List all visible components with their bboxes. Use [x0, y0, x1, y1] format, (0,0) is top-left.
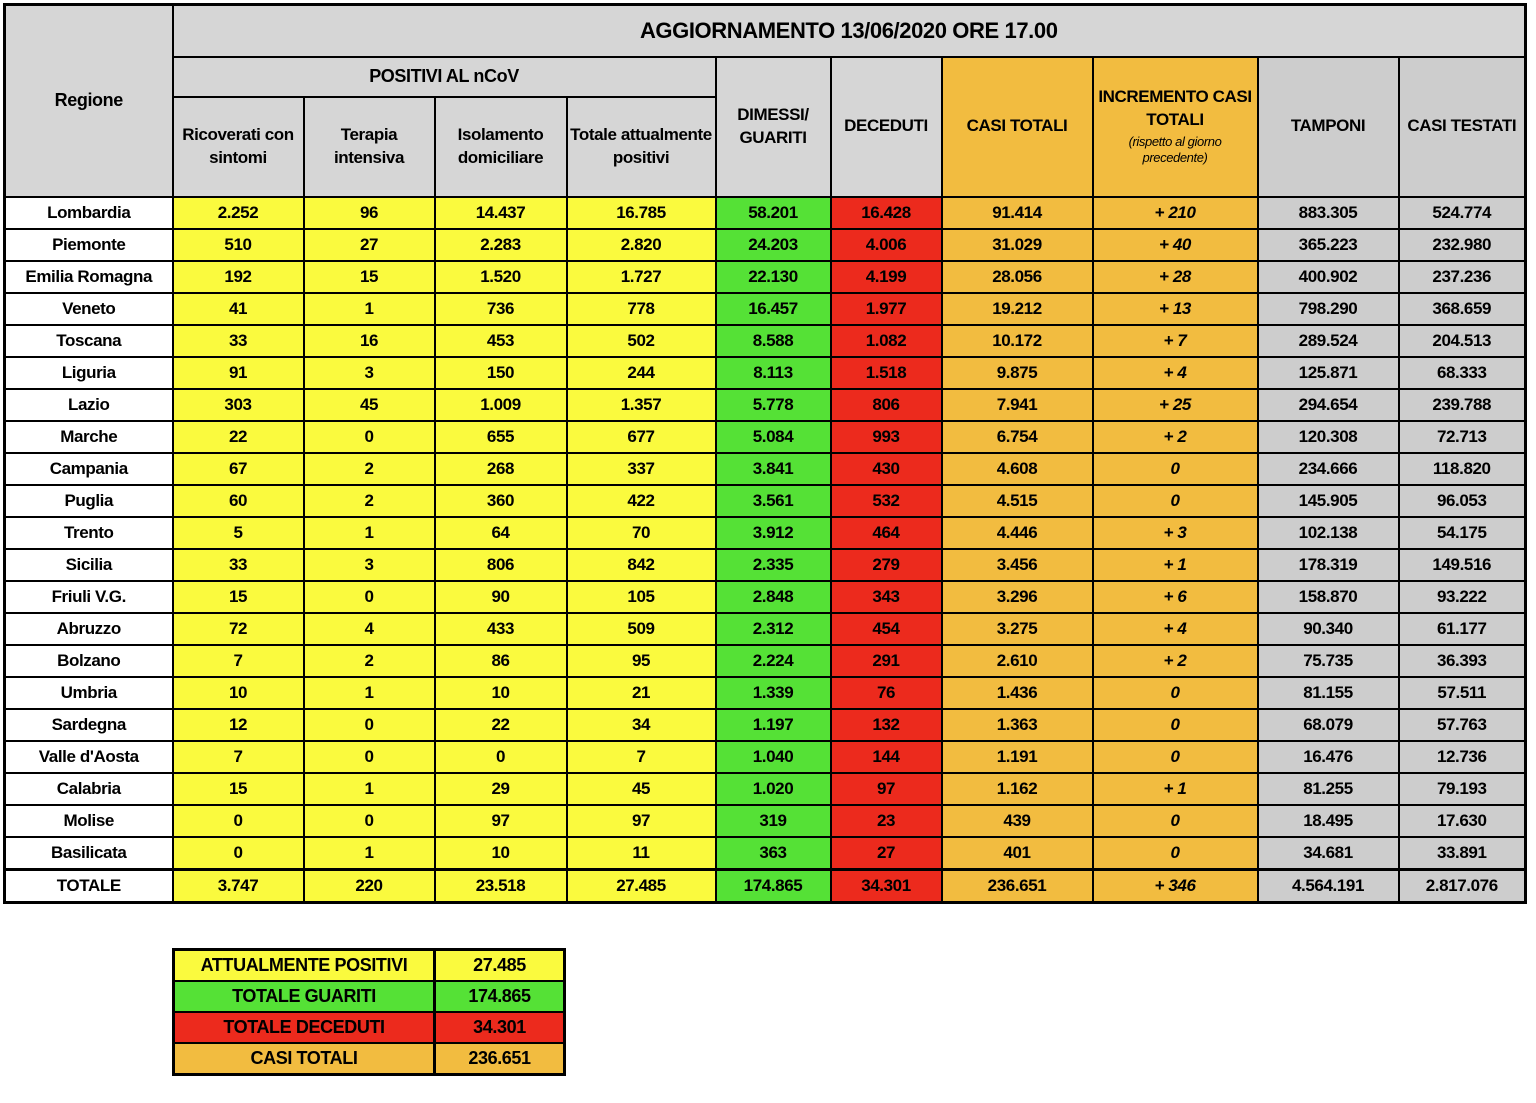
region-row	[5, 421, 1526, 453]
region-name-cell: Sicilia	[5, 549, 173, 581]
isolamento-cell: 433	[435, 613, 567, 645]
casi-testati-cell: 204.513	[1399, 325, 1526, 357]
tamponi-cell: 81.155	[1258, 677, 1399, 709]
casi-testati-cell: 72.713	[1399, 421, 1526, 453]
tamponi-cell: 90.340	[1258, 613, 1399, 645]
casi-totali-cell: 401	[942, 837, 1093, 870]
totale-positivi-cell: 337	[567, 453, 716, 485]
tamponi-cell: 234.666	[1258, 453, 1399, 485]
terapia-header: Terapia intensiva	[304, 97, 435, 197]
terapia-cell: 0	[304, 421, 435, 453]
region-row	[5, 325, 1526, 357]
deceduti-cell: 16.428	[831, 197, 942, 229]
deceduti-cell: 464	[831, 517, 942, 549]
region-name-cell: Umbria	[5, 677, 173, 709]
incremento-cell: 0	[1093, 741, 1258, 773]
totale-positivi-cell: 34	[567, 709, 716, 741]
deceduti-cell: 454	[831, 613, 942, 645]
deceduti-cell: 132	[831, 709, 942, 741]
region-name-cell: Sardegna	[5, 709, 173, 741]
summary-label: TOTALE GUARITI	[174, 981, 435, 1012]
tamponi-cell: 81.255	[1258, 773, 1399, 805]
terapia-cell: 1	[304, 293, 435, 325]
region-name-cell: Calabria	[5, 773, 173, 805]
totale-positivi-cell: 45	[567, 773, 716, 805]
incremento-cell: + 28	[1093, 261, 1258, 293]
guariti-cell: 2.848	[716, 581, 831, 613]
totale-positivi-cell: 97	[567, 805, 716, 837]
terapia-cell: 2	[304, 453, 435, 485]
guariti-cell: 8.113	[716, 357, 831, 389]
ricoverati-cell: 7	[173, 645, 304, 677]
ricoverati-cell: 510	[173, 229, 304, 261]
deceduti-cell: 4.199	[831, 261, 942, 293]
casi-testati-cell: 36.393	[1399, 645, 1526, 677]
tamponi-cell: 34.681	[1258, 837, 1399, 870]
regions-table	[3, 3, 1527, 904]
terapia-cell: 2	[304, 485, 435, 517]
guariti-cell: 2.224	[716, 645, 831, 677]
incremento-cell: + 2	[1093, 645, 1258, 677]
casi-testati-cell: 118.820	[1399, 453, 1526, 485]
region-row	[5, 229, 1526, 261]
tamponi-cell: 120.308	[1258, 421, 1399, 453]
isolamento-cell: 86	[435, 645, 567, 677]
deceduti-header: DECEDUTI	[831, 57, 942, 197]
ricoverati-cell: 0	[173, 837, 304, 870]
terapia-cell: 0	[304, 741, 435, 773]
region-row	[5, 773, 1526, 805]
guariti-cell: 3.561	[716, 485, 831, 517]
casi-testati-cell: 12.736	[1399, 741, 1526, 773]
deceduti-cell: 291	[831, 645, 942, 677]
region-row	[5, 293, 1526, 325]
totale-positivi-cell: 16.785	[567, 197, 716, 229]
region-name-cell: Friuli V.G.	[5, 581, 173, 613]
casi-testati-cell: 57.511	[1399, 677, 1526, 709]
regions-tbody	[5, 197, 1526, 903]
guariti-cell: 1.020	[716, 773, 831, 805]
casi-totali-cell: 4.608	[942, 453, 1093, 485]
casi-totali-cell: 31.029	[942, 229, 1093, 261]
incremento-cell: + 1	[1093, 549, 1258, 581]
positivi-group-header: POSITIVI AL nCoV	[173, 57, 716, 97]
tamponi-cell: 145.905	[1258, 485, 1399, 517]
ricoverati-header: Ricoverati con sintomi	[173, 97, 304, 197]
totale-positivi-cell: 677	[567, 421, 716, 453]
deceduti-cell: 1.082	[831, 325, 942, 357]
incremento-cell: 0	[1093, 805, 1258, 837]
isolamento-cell: 2.283	[435, 229, 567, 261]
incremento-header	[1093, 57, 1258, 197]
ricoverati-cell: 192	[173, 261, 304, 293]
ricoverati-cell: 303	[173, 389, 304, 421]
region-name-cell: Bolzano	[5, 645, 173, 677]
casi-totali-cell: 3.275	[942, 613, 1093, 645]
ricoverati-cell: 3.747	[173, 869, 304, 902]
casi-totali-cell: 1.162	[942, 773, 1093, 805]
region-row	[5, 453, 1526, 485]
incremento-cell: + 25	[1093, 389, 1258, 421]
casi-totali-cell: 3.296	[942, 581, 1093, 613]
casi-totali-cell: 4.446	[942, 517, 1093, 549]
isolamento-cell: 360	[435, 485, 567, 517]
region-name-cell: Veneto	[5, 293, 173, 325]
totale-positivi-cell: 7	[567, 741, 716, 773]
terapia-cell: 3	[304, 549, 435, 581]
casi-totali-cell: 2.610	[942, 645, 1093, 677]
totale-positivi-cell: 105	[567, 581, 716, 613]
deceduti-cell: 343	[831, 581, 942, 613]
casi-testati-cell: 96.053	[1399, 485, 1526, 517]
incremento-cell: + 13	[1093, 293, 1258, 325]
totale-positivi-cell: 11	[567, 837, 716, 870]
region-name-cell: Lombardia	[5, 197, 173, 229]
casi-testati-cell: 524.774	[1399, 197, 1526, 229]
guariti-cell: 1.040	[716, 741, 831, 773]
incremento-cell: + 40	[1093, 229, 1258, 261]
incremento-cell: 0	[1093, 677, 1258, 709]
terapia-cell: 4	[304, 613, 435, 645]
casi-testati-cell: 68.333	[1399, 357, 1526, 389]
ricoverati-cell: 22	[173, 421, 304, 453]
ricoverati-cell: 41	[173, 293, 304, 325]
ricoverati-cell: 60	[173, 485, 304, 517]
ricoverati-cell: 33	[173, 549, 304, 581]
incremento-cell: + 4	[1093, 357, 1258, 389]
tamponi-cell: 125.871	[1258, 357, 1399, 389]
totale-positivi-cell: 842	[567, 549, 716, 581]
incremento-cell: + 210	[1093, 197, 1258, 229]
isolamento-cell: 22	[435, 709, 567, 741]
total-row	[5, 869, 1526, 902]
totale-positivi-cell: 1.357	[567, 389, 716, 421]
region-row	[5, 197, 1526, 229]
incremento-cell: 0	[1093, 837, 1258, 870]
totale-positivi-header: Totale attualmente positivi	[567, 97, 716, 197]
casi-testati-cell: 17.630	[1399, 805, 1526, 837]
region-name-cell: Molise	[5, 805, 173, 837]
region-name-cell: Emilia Romagna	[5, 261, 173, 293]
region-row	[5, 741, 1526, 773]
deceduti-cell: 806	[831, 389, 942, 421]
region-name-cell: Trento	[5, 517, 173, 549]
region-name-cell: TOTALE	[5, 869, 173, 902]
region-name-cell: Campania	[5, 453, 173, 485]
region-row	[5, 485, 1526, 517]
ricoverati-cell: 91	[173, 357, 304, 389]
isolamento-cell: 1.009	[435, 389, 567, 421]
casi-totali-cell: 1.363	[942, 709, 1093, 741]
incremento-cell: + 1	[1093, 773, 1258, 805]
deceduti-cell: 76	[831, 677, 942, 709]
summary-value: 174.865	[435, 981, 565, 1012]
casi-totali-cell: 7.941	[942, 389, 1093, 421]
terapia-cell: 2	[304, 645, 435, 677]
region-name-cell: Liguria	[5, 357, 173, 389]
region-row	[5, 581, 1526, 613]
deceduti-cell: 532	[831, 485, 942, 517]
casi-testati-header: CASI TESTATI	[1399, 57, 1526, 197]
region-name-cell: Puglia	[5, 485, 173, 517]
deceduti-cell: 144	[831, 741, 942, 773]
isolamento-cell: 453	[435, 325, 567, 357]
guariti-cell: 16.457	[716, 293, 831, 325]
tamponi-cell: 4.564.191	[1258, 869, 1399, 902]
casi-testati-cell: 149.516	[1399, 549, 1526, 581]
totale-positivi-cell: 1.727	[567, 261, 716, 293]
totale-positivi-cell: 244	[567, 357, 716, 389]
summary-value: 236.651	[435, 1043, 565, 1075]
region-row	[5, 805, 1526, 837]
casi-totali-cell: 91.414	[942, 197, 1093, 229]
casi-totali-cell: 1.191	[942, 741, 1093, 773]
isolamento-cell: 736	[435, 293, 567, 325]
deceduti-cell: 1.518	[831, 357, 942, 389]
deceduti-cell: 23	[831, 805, 942, 837]
summary-label: CASI TOTALI	[174, 1043, 435, 1075]
guariti-cell: 1.197	[716, 709, 831, 741]
casi-testati-cell: 57.763	[1399, 709, 1526, 741]
totale-positivi-cell: 422	[567, 485, 716, 517]
tamponi-cell: 294.654	[1258, 389, 1399, 421]
deceduti-cell: 97	[831, 773, 942, 805]
incremento-cell: 0	[1093, 453, 1258, 485]
incremento-cell: + 6	[1093, 581, 1258, 613]
guariti-cell: 2.312	[716, 613, 831, 645]
ricoverati-cell: 12	[173, 709, 304, 741]
isolamento-cell: 806	[435, 549, 567, 581]
region-name-cell: Toscana	[5, 325, 173, 357]
casi-testati-cell: 54.175	[1399, 517, 1526, 549]
guariti-cell: 22.130	[716, 261, 831, 293]
tamponi-cell: 883.305	[1258, 197, 1399, 229]
incremento-cell: + 346	[1093, 869, 1258, 902]
dimessi-guariti-header: DIMESSI/ GUARITI	[716, 57, 831, 197]
terapia-cell: 3	[304, 357, 435, 389]
guariti-cell: 363	[716, 837, 831, 870]
casi-testati-cell: 237.236	[1399, 261, 1526, 293]
isolamento-cell: 23.518	[435, 869, 567, 902]
summary-row-attualmente-positivi	[174, 949, 565, 981]
tamponi-cell: 158.870	[1258, 581, 1399, 613]
deceduti-cell: 279	[831, 549, 942, 581]
tamponi-cell: 365.223	[1258, 229, 1399, 261]
region-name-cell: Valle d'Aosta	[5, 741, 173, 773]
terapia-cell: 1	[304, 677, 435, 709]
guariti-cell: 24.203	[716, 229, 831, 261]
totale-positivi-cell: 502	[567, 325, 716, 357]
casi-totali-header: CASI TOTALI	[942, 57, 1093, 197]
incremento-cell: 0	[1093, 485, 1258, 517]
casi-totali-cell: 19.212	[942, 293, 1093, 325]
deceduti-cell: 1.977	[831, 293, 942, 325]
region-name-cell: Piemonte	[5, 229, 173, 261]
casi-totali-cell: 9.875	[942, 357, 1093, 389]
casi-totali-cell: 1.436	[942, 677, 1093, 709]
summary-label: ATTUALMENTE POSITIVI	[174, 949, 435, 981]
casi-testati-cell: 33.891	[1399, 837, 1526, 870]
region-row	[5, 549, 1526, 581]
region-row	[5, 613, 1526, 645]
isolamento-cell: 10	[435, 837, 567, 870]
ricoverati-cell: 0	[173, 805, 304, 837]
isolamento-cell: 268	[435, 453, 567, 485]
terapia-cell: 15	[304, 261, 435, 293]
terapia-cell: 220	[304, 869, 435, 902]
terapia-cell: 1	[304, 517, 435, 549]
terapia-cell: 0	[304, 581, 435, 613]
deceduti-cell: 430	[831, 453, 942, 485]
incremento-header-label: INCREMENTO CASI TOTALI	[1098, 87, 1252, 130]
tamponi-header: TAMPONI	[1258, 57, 1399, 197]
casi-totali-cell: 3.456	[942, 549, 1093, 581]
casi-totali-cell: 28.056	[942, 261, 1093, 293]
casi-testati-cell: 61.177	[1399, 613, 1526, 645]
region-row	[5, 517, 1526, 549]
casi-testati-cell: 368.659	[1399, 293, 1526, 325]
guariti-cell: 174.865	[716, 869, 831, 902]
isolamento-header: Isolamento domiciliare	[435, 97, 567, 197]
page-title: AGGIORNAMENTO 13/06/2020 ORE 17.00	[173, 5, 1526, 57]
guariti-cell: 3.912	[716, 517, 831, 549]
isolamento-cell: 10	[435, 677, 567, 709]
isolamento-cell: 14.437	[435, 197, 567, 229]
guariti-cell: 5.778	[716, 389, 831, 421]
tamponi-cell: 75.735	[1258, 645, 1399, 677]
isolamento-cell: 90	[435, 581, 567, 613]
summary-value: 27.485	[435, 949, 565, 981]
ricoverati-cell: 2.252	[173, 197, 304, 229]
terapia-cell: 27	[304, 229, 435, 261]
totale-positivi-cell: 95	[567, 645, 716, 677]
region-row	[5, 261, 1526, 293]
incremento-cell: + 7	[1093, 325, 1258, 357]
isolamento-cell: 150	[435, 357, 567, 389]
totale-positivi-cell: 509	[567, 613, 716, 645]
terapia-cell: 0	[304, 709, 435, 741]
deceduti-cell: 34.301	[831, 869, 942, 902]
region-name-cell: Marche	[5, 421, 173, 453]
tamponi-cell: 68.079	[1258, 709, 1399, 741]
guariti-cell: 5.084	[716, 421, 831, 453]
terapia-cell: 1	[304, 837, 435, 870]
ricoverati-cell: 10	[173, 677, 304, 709]
guariti-cell: 3.841	[716, 453, 831, 485]
guariti-cell: 1.339	[716, 677, 831, 709]
region-row	[5, 709, 1526, 741]
region-row	[5, 677, 1526, 709]
region-name-cell: Lazio	[5, 389, 173, 421]
tamponi-cell: 798.290	[1258, 293, 1399, 325]
incremento-cell: + 3	[1093, 517, 1258, 549]
terapia-cell: 45	[304, 389, 435, 421]
casi-totali-cell: 236.651	[942, 869, 1093, 902]
incremento-cell: + 2	[1093, 421, 1258, 453]
region-row	[5, 389, 1526, 421]
terapia-cell: 96	[304, 197, 435, 229]
casi-totali-cell: 10.172	[942, 325, 1093, 357]
summary-table	[172, 948, 566, 1076]
summary-row-casi-totali	[174, 1043, 565, 1075]
tamponi-cell: 289.524	[1258, 325, 1399, 357]
guariti-cell: 8.588	[716, 325, 831, 357]
tamponi-cell: 18.495	[1258, 805, 1399, 837]
incremento-cell: 0	[1093, 709, 1258, 741]
guariti-cell: 58.201	[716, 197, 831, 229]
casi-totali-cell: 4.515	[942, 485, 1093, 517]
terapia-cell: 0	[304, 805, 435, 837]
tamponi-cell: 102.138	[1258, 517, 1399, 549]
region-name-cell: Abruzzo	[5, 613, 173, 645]
guariti-cell: 2.335	[716, 549, 831, 581]
casi-testati-cell: 93.222	[1399, 581, 1526, 613]
summary-label: TOTALE DECEDUTI	[174, 1012, 435, 1043]
isolamento-cell: 655	[435, 421, 567, 453]
guariti-cell: 319	[716, 805, 831, 837]
totale-positivi-cell: 2.820	[567, 229, 716, 261]
region-row	[5, 645, 1526, 677]
totale-positivi-cell: 21	[567, 677, 716, 709]
tamponi-cell: 178.319	[1258, 549, 1399, 581]
summary-value: 34.301	[435, 1012, 565, 1043]
incremento-header-note: (rispetto al giorno precedente)	[1128, 134, 1222, 166]
ricoverati-cell: 15	[173, 581, 304, 613]
casi-testati-cell: 232.980	[1399, 229, 1526, 261]
deceduti-cell: 4.006	[831, 229, 942, 261]
tamponi-cell: 16.476	[1258, 741, 1399, 773]
isolamento-cell: 0	[435, 741, 567, 773]
totale-positivi-cell: 27.485	[567, 869, 716, 902]
ricoverati-cell: 33	[173, 325, 304, 357]
incremento-cell: + 4	[1093, 613, 1258, 645]
casi-testati-cell: 79.193	[1399, 773, 1526, 805]
ricoverati-cell: 67	[173, 453, 304, 485]
casi-testati-cell: 2.817.076	[1399, 869, 1526, 902]
region-row	[5, 837, 1526, 870]
ricoverati-cell: 72	[173, 613, 304, 645]
isolamento-cell: 29	[435, 773, 567, 805]
deceduti-cell: 27	[831, 837, 942, 870]
casi-totali-cell: 6.754	[942, 421, 1093, 453]
terapia-cell: 16	[304, 325, 435, 357]
summary-row-totale-guariti	[174, 981, 565, 1012]
regione-column-header: Regione	[5, 5, 173, 197]
region-row	[5, 357, 1526, 389]
ricoverati-cell: 15	[173, 773, 304, 805]
totale-positivi-cell: 70	[567, 517, 716, 549]
isolamento-cell: 97	[435, 805, 567, 837]
ricoverati-cell: 7	[173, 741, 304, 773]
ricoverati-cell: 5	[173, 517, 304, 549]
casi-totali-cell: 439	[942, 805, 1093, 837]
deceduti-cell: 993	[831, 421, 942, 453]
isolamento-cell: 64	[435, 517, 567, 549]
region-name-cell: Basilicata	[5, 837, 173, 870]
totale-positivi-cell: 778	[567, 293, 716, 325]
tamponi-cell: 400.902	[1258, 261, 1399, 293]
isolamento-cell: 1.520	[435, 261, 567, 293]
summary-row-totale-deceduti	[174, 1012, 565, 1043]
casi-testati-cell: 239.788	[1399, 389, 1526, 421]
terapia-cell: 1	[304, 773, 435, 805]
